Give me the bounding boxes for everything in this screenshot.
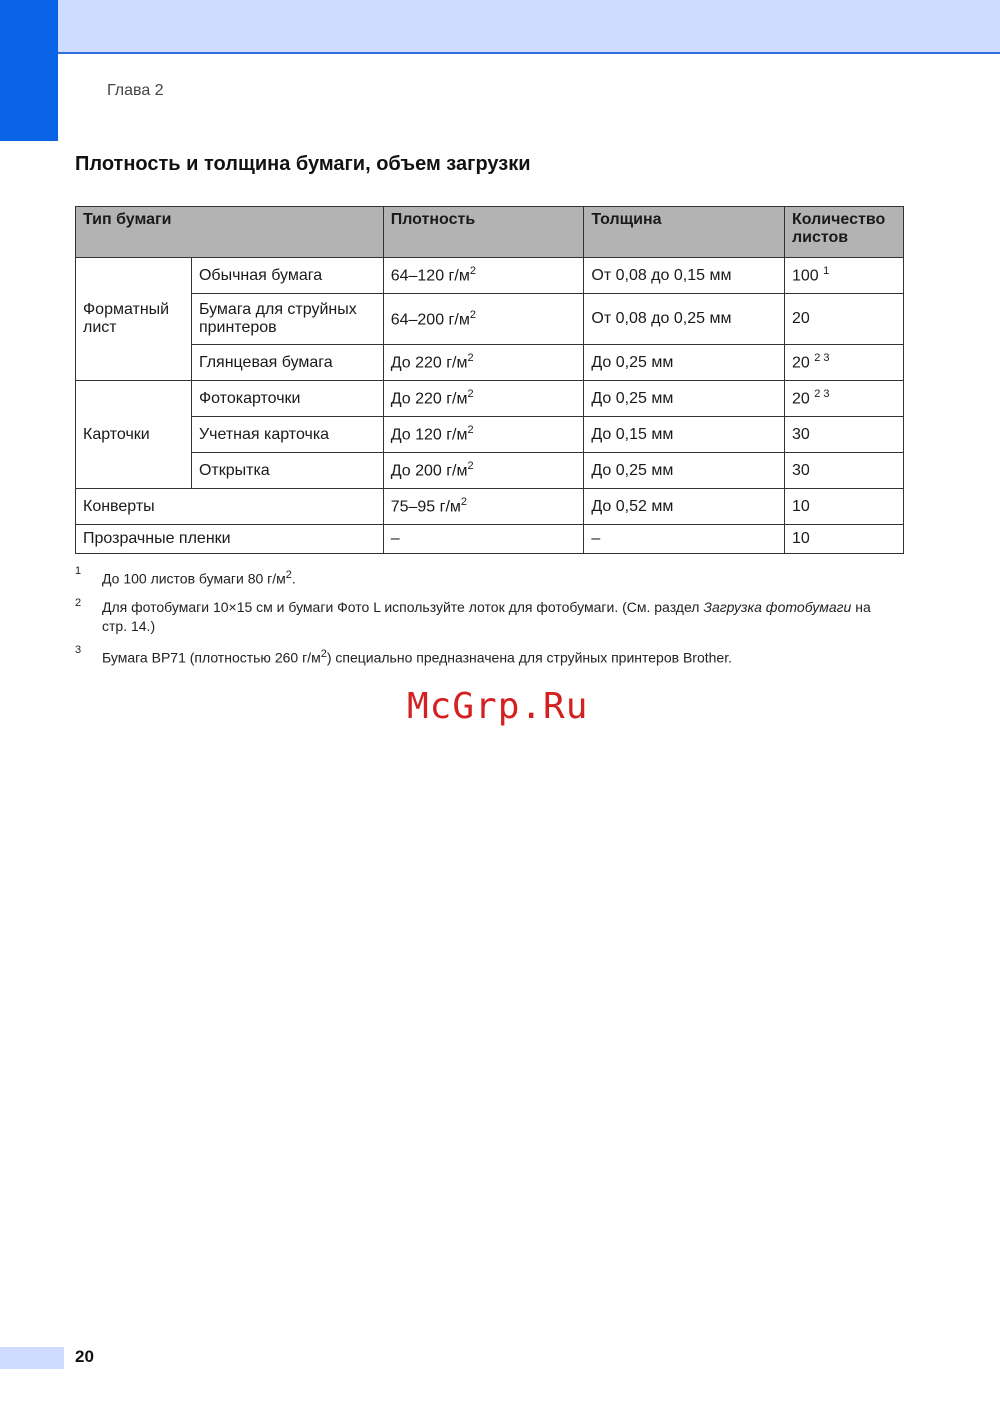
group-format: Форматный лист [76,258,192,381]
row-name: Открытка [191,453,383,489]
row-thickness: До 0,52 мм [584,489,785,525]
header-band [0,0,1000,54]
row-name: Учетная карточка [191,417,383,453]
row-thickness: От 0,08 до 0,25 мм [584,294,785,345]
row-weight: До 200 $г/м^2$ [383,453,584,489]
table-row [76,453,904,489]
row-sheets: 30 [785,453,904,489]
section-title: Плотность и толщина бумаги, объем загрузки [75,153,531,175]
row-weight: – [383,525,584,554]
row-weight: До 120 $г/м^2$ [383,417,584,453]
table-row [76,489,904,525]
row-thickness: До 0,25 мм [584,453,785,489]
table-row [76,294,904,345]
footnote: 3 Бумага BP71 (плотностью 260 $г/м^2$) специально предназначена для струйных принтеров Brother. [75,645,875,668]
table-row [76,525,904,554]
row-name: Конверты [76,489,384,525]
row-sheets: 20 $^{2 3}$ [785,381,904,417]
row-sheets: 30 [785,417,904,453]
row-weight: 75–95 $г/м^2$ [383,489,584,525]
paper-spec-table [75,206,904,554]
row-weight: До 220 $г/м^2$ [383,345,584,381]
row-sheets: 10 [785,525,904,554]
table-header-row [76,207,904,258]
header-weight: Плотность [383,207,584,258]
footnote: 1 До 100 листов бумаги 80 $г/м^2$. [75,566,875,589]
row-thickness: До 0,25 мм [584,345,785,381]
page-number: 20 [75,1347,94,1366]
chapter-label: Глава 2 [107,82,164,99]
header-sheets: Количество листов [785,207,904,258]
table-row [76,381,904,417]
footnote: 2 Для фотобумаги 10×15 см и бумаги Фото L используйте лоток для фотобумаги. (См. раздел Загрузка фотобумаги на стр. 14.) [75,598,875,636]
row-name: Прозрачные пленки [76,525,384,554]
chapter-tab [0,0,58,141]
row-thickness: До 0,25 мм [584,381,785,417]
row-weight: До 220 $г/м^2$ [383,381,584,417]
row-weight: 64–120 $г/м^2$ [383,258,584,294]
row-sheets: 20 $^{2 3}$ [785,345,904,381]
row-thickness: До 0,15 мм [584,417,785,453]
footnote-link-text: Загрузка фотобумаги [703,598,852,615]
row-thickness: – [584,525,785,554]
table-row [76,258,904,294]
footnotes [75,566,875,676]
row-thickness: От 0,08 до 0,15 мм [584,258,785,294]
table-row [76,345,904,381]
watermark: McGrp.Ru [407,686,589,727]
row-weight: 64–200 $г/м^2$ [383,294,584,345]
row-name: Бумага для струйных принтеров [191,294,383,345]
row-sheets: 20 [785,294,904,345]
table-row [76,417,904,453]
group-cards: Карточки [76,381,192,489]
footnote-number: 1 [75,565,82,577]
footnote-number: 3 [75,643,82,656]
row-name: Обычная бумага [191,258,383,294]
row-sheets: 100 $^1$ [785,258,904,294]
row-sheets: 10 [785,489,904,525]
footer-band [0,1347,64,1369]
header-thickness: Толщина [584,207,785,258]
footnote-number: 2 [75,596,82,609]
row-name: Глянцевая бумага [191,345,383,381]
row-name: Фотокарточки [191,381,383,417]
header-type: Тип бумаги [76,207,384,258]
